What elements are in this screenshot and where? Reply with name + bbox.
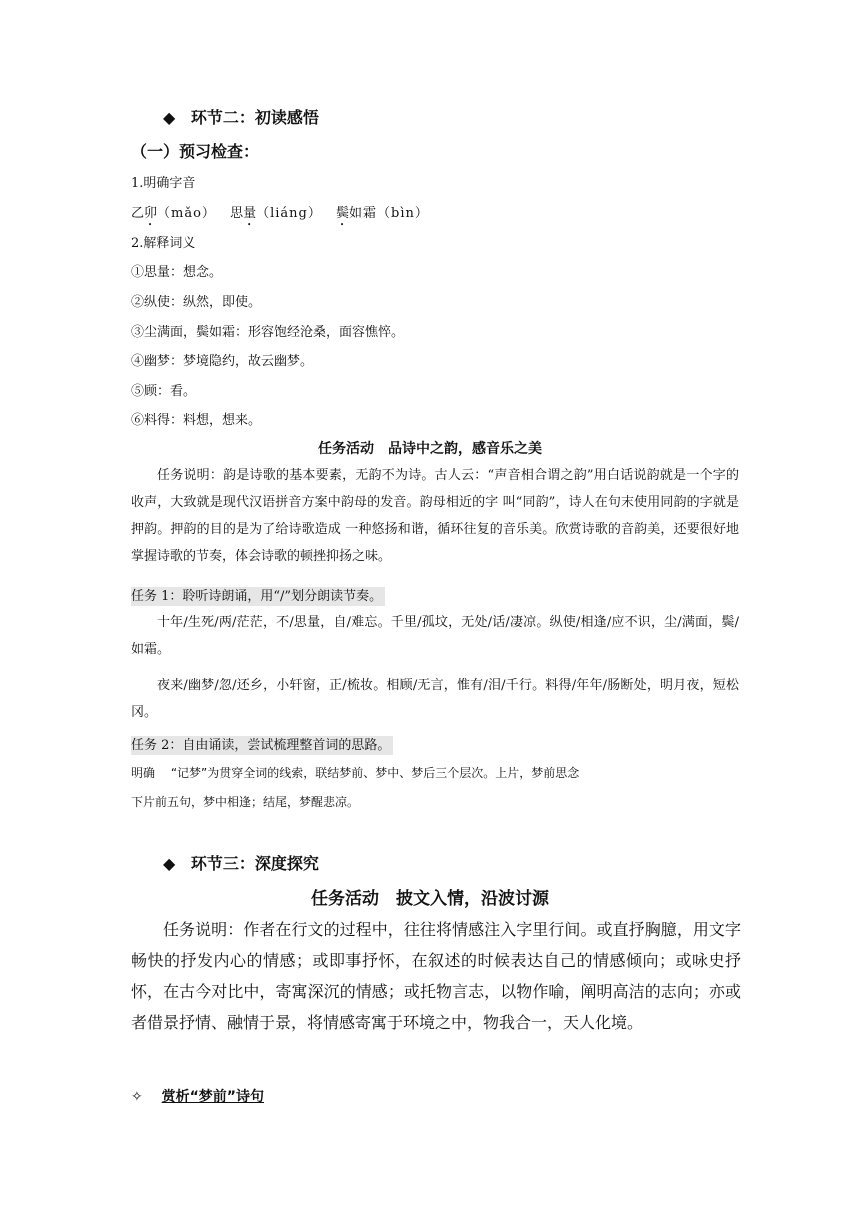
definition-item: ④幽梦：梦境隐约，故云幽梦。 [131, 354, 314, 369]
section3-title: 环节三：深度探究 [190, 854, 319, 873]
activity2-description [131, 914, 741, 1038]
pron1-pinyin: （mǎo） [157, 206, 216, 221]
pron3-pinyin: 如霜（bìn） [349, 206, 429, 221]
activity-description [131, 462, 739, 570]
preview-check-heading: （一）预习检查： [131, 142, 260, 161]
task2-text: 任务 2：自由诵读，尝试梳理整首词的思路。 [131, 736, 393, 755]
task1-text: 任务 1：聆听诗朗诵，用“/”划分朗读节奏。 [131, 587, 385, 606]
dream-before-title: 赏析“梦前”诗句 [161, 1089, 265, 1105]
poem-upper [131, 609, 739, 663]
definition-item: ⑥料得：料想，想来。 [131, 413, 262, 428]
definition-item: ②纵使：纵然，即使。 [131, 295, 262, 310]
definition-item: ③尘满面，鬓如霜：形容饱经沧桑，面容憔悴。 [131, 325, 405, 340]
definition-item: ①思量：想念。 [131, 265, 223, 280]
task1 [131, 585, 385, 604]
pron3-dotted-char: 鬓 [336, 206, 350, 221]
pron2-prefix: 思 [230, 206, 244, 221]
pron1-dotted-char: 卯 [144, 206, 158, 221]
activity-description-text: 任务说明：韵是诗歌的基本要素，无韵不为诗。古人云：“声音相合谓之韵”用白话说韵就是一个字的收声，大致就是现代汉语拼音方案中韵母的发音。韵母相近的字 叫“同韵”，诗人在句末使用同韵的字就是押韵。押韵的目的是为了给诗歌造成 一种悠扬和谐，循环往复的音乐美。欣赏诗歌的音韵美，还要很好地掌握诗歌的节奏，体会诗歌的顿挫抑扬之味。 [131, 468, 739, 564]
pronunciation-heading: 1.明确字音 [131, 176, 196, 191]
poem-lower-text: 夜来/幽梦/忽/还乡，小轩窗，正/梳妆。相顾/无言，惟有/泪/千行。料得/年年/肠断处，明月夜，短松冈。 [131, 678, 739, 720]
poem-lower [131, 672, 739, 726]
activity-title: 任务活动 品诗中之韵，感音乐之美 [318, 441, 542, 457]
activity2-description-text: 任务说明：作者在行文的过程中，往往将情感注入字里行间。或直抒胸臆，用文字畅快的抒发内心的情感；或即事抒怀，在叙述的时候表达自己的情感倾向；或咏史抒怀，在古今对比中，寄寓深沉的情感；或托物言志，以物作喻，阐明高洁的志向；亦或者借景抒情、融情于景，将情感寄寓于环境之中，物我合一，天人化境。 [131, 920, 741, 1032]
pron2-dotted-char: 量 [243, 206, 257, 221]
section2-title: 环节二：初读感悟 [190, 108, 319, 127]
pron2-pinyin: （liáng） [256, 206, 322, 221]
sparkle-bullet-icon: ✧ [131, 1089, 143, 1105]
answer-line-1: 明确 “记梦”为贯穿全词的线索，联结梦前、梦中、梦后三个层次。上片，梦前思念 [131, 766, 580, 780]
definition-item: ⑤顾：看。 [131, 384, 197, 399]
definitions-heading: 2.解释词义 [131, 236, 196, 251]
diamond-bullet-icon: ◆ [163, 108, 176, 127]
poem-upper-text: 十年/生死/两/茫茫，不/思量，自/难忘。千里/孤坟，无处/话/凄凉。纵使/相逢/应不识，尘/满面，鬓/如霜。 [131, 615, 739, 657]
pron1-prefix: 乙 [131, 206, 145, 221]
section3-heading [163, 851, 319, 874]
pronunciation-line [131, 202, 429, 229]
dream-before-heading [131, 1086, 264, 1106]
answer-line-2: 下片前五句，梦中相逢；结尾，梦醒悲凉。 [131, 795, 360, 809]
section2-heading [163, 105, 319, 128]
activity2-title: 任务活动 披文入情，沿波讨源 [311, 889, 549, 909]
task2 [131, 734, 393, 753]
diamond-bullet-icon: ◆ [163, 854, 176, 873]
